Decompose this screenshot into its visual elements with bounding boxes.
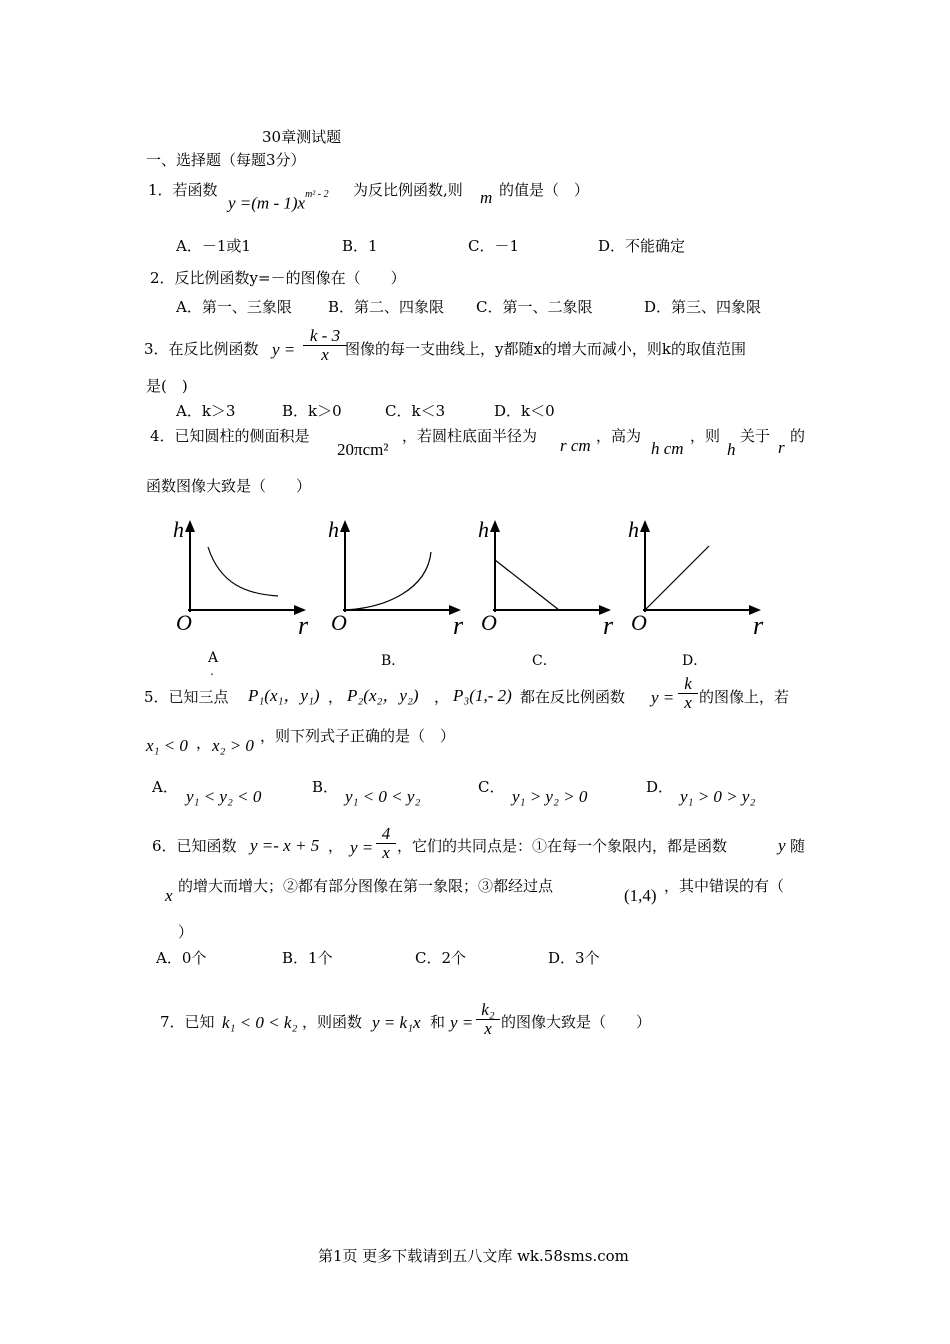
page-title: 30章测试题 — [262, 128, 342, 146]
q2-option-b: B．第二、四象限 — [328, 298, 445, 316]
q6-option-b: B．1个 — [282, 949, 333, 967]
q6-fraction — [376, 825, 396, 862]
q3-option-c: C．k＜3 — [385, 402, 446, 420]
q5-suffix: 的图像上，若 — [699, 688, 790, 706]
graph-d-origin: O — [631, 610, 647, 635]
q1-option-b: B．1 — [342, 237, 378, 255]
graph-a-curve — [208, 547, 278, 596]
q3-numerator: k - 3 — [303, 327, 347, 346]
q5-option-b-label: B． — [312, 778, 339, 796]
q1-suffix: 的值是（ ） — [499, 181, 590, 199]
graph-a-dot: . — [210, 664, 214, 678]
graph-c-x-label: r — [603, 611, 614, 640]
section-heading: 一、选择题（每题3分） — [146, 151, 306, 169]
q6-option-a: A．0个 — [156, 949, 207, 967]
q7-he: 和 — [430, 1013, 446, 1031]
q6-option-d: D．3个 — [548, 949, 600, 967]
q2-option-a: A．第一、三象限 — [176, 298, 292, 316]
q4-h: h — [727, 440, 736, 459]
graph-c — [473, 512, 623, 642]
q4-mid1: ，若圆柱底面半径为 — [402, 427, 538, 445]
q5-lhs: y = — [651, 688, 675, 707]
graph-b-y-label: h — [328, 517, 339, 542]
q3-lhs: y = — [272, 340, 296, 359]
q1-option-c: C．－1 — [468, 237, 520, 255]
q6-line3: ） — [178, 923, 194, 941]
q5-fraction — [678, 675, 698, 712]
q7-cond: k₁ < 0 < k₂ — [222, 1013, 298, 1032]
graph-b-caption: B． — [381, 653, 406, 669]
q6-sep: ， — [328, 837, 344, 855]
q5-option-b: y₁ < 0 < y₂ — [345, 787, 421, 806]
q7-numerator: k₂ — [476, 1001, 500, 1020]
q2-text: 2．反比例函数y=－的图像在（ ） — [150, 269, 406, 287]
q7-f1: y = k₁x — [372, 1013, 421, 1032]
q3-denominator: x — [321, 345, 329, 364]
graph-b — [323, 512, 473, 642]
q3-prefix: 3．在反比例函数 — [144, 340, 259, 358]
q7-prefix: 7．已知 — [160, 1013, 215, 1031]
q6-line2: 的增大而增大；②都有部分图像在第一象限；③都经过点 — [178, 877, 554, 895]
q2-option-d: D．第三、四象限 — [644, 298, 762, 316]
q3-option-b: B．k＞0 — [282, 402, 342, 420]
q5-option-c-label: C． — [478, 778, 505, 796]
q5-denominator: x — [684, 693, 692, 712]
q1-exponent: m² - 2 — [305, 189, 329, 200]
q1-formula: $y =(m - 1)x^{m^2 - 2}$ — [228, 189, 329, 213]
q6-prefix: 6．已知函数 — [152, 837, 237, 855]
q5-sep1: ， — [328, 688, 344, 706]
graph-b-y-arrow — [340, 520, 350, 532]
q5-option-a: y₁ < y₂ < 0 — [186, 787, 262, 806]
graph-c-line — [495, 560, 559, 610]
q5-cond2: x₂ > 0 — [212, 736, 254, 755]
graph-d-line — [645, 546, 709, 610]
q4-height: h cm — [651, 439, 684, 458]
graph-d-caption: D． — [682, 653, 708, 669]
graph-b-curve — [345, 552, 431, 610]
q6-x: x — [165, 886, 173, 905]
q7-denominator: x — [484, 1019, 492, 1038]
q7-lhs: y = — [450, 1013, 474, 1032]
q6-option-c: C．2个 — [415, 949, 467, 967]
q6-numerator: 4 — [376, 825, 396, 844]
graph-d-y-arrow — [640, 520, 650, 532]
q6-denominator: x — [382, 843, 390, 862]
q3-fraction — [303, 327, 347, 364]
q5-option-d: y₁ > 0 > y₂ — [680, 787, 756, 806]
q5-prefix: 5．已知三点 — [144, 688, 229, 706]
q3-option-a: A．k＞3 — [176, 402, 236, 420]
q5-p3: P₃(1,- 2) — [453, 686, 512, 705]
q6-point: (1,4) — [624, 886, 657, 905]
q6-suffix: ，它们的共同点是：①在每一个象限内，都是函数 — [397, 837, 728, 855]
q1-option-a: A．－1或1 — [176, 237, 251, 255]
q5-p2: P₂(x₂，y₂) — [347, 686, 419, 705]
q4-prefix: 4．已知圆柱的侧面积是 — [150, 427, 310, 445]
q3-line2: 是( ) — [146, 377, 188, 395]
q4-mid3: ，则 — [690, 427, 721, 445]
graph-a-y-label: h — [173, 517, 184, 542]
q4-mid4: 关于 — [740, 427, 771, 445]
graph-b-x-label: r — [453, 611, 464, 640]
graph-b-origin: O — [331, 610, 347, 635]
graph-a-x-label: r — [298, 611, 309, 640]
q7-mid: ，则函数 — [302, 1013, 363, 1031]
graph-c-origin: O — [481, 610, 497, 635]
q6-line2b: ，其中错误的有（ — [664, 877, 785, 895]
q1-var: m — [480, 188, 493, 207]
graph-d-y-label: h — [628, 517, 639, 542]
q5-option-a-label: A． — [152, 778, 178, 796]
q5-line2: ，则下列式子正确的是（ ） — [260, 727, 456, 745]
q6-y: y — [778, 836, 786, 855]
graph-c-y-arrow — [490, 520, 500, 532]
q5-numerator: k — [678, 675, 698, 694]
q4-suffix: 的 — [790, 427, 806, 445]
graph-d — [623, 512, 773, 642]
q4-line2: 函数图像大致是（ ） — [146, 477, 312, 495]
q5-sep2: ， — [434, 688, 450, 706]
graph-a-origin: O — [176, 610, 192, 635]
q6-f1: y =- x + 5 — [250, 836, 320, 855]
q3-option-d: D．k＜0 — [494, 402, 555, 420]
q1-prefix: 1．若函数 — [148, 181, 218, 199]
q5-option-d-label: D． — [646, 778, 674, 796]
page-footer: 第1页 更多下载请到五八文库 wk.58sms.com — [318, 1247, 629, 1265]
q6-lhs: y = — [350, 838, 374, 857]
graph-a-y-arrow — [185, 520, 195, 532]
q7-suffix: 的图像大致是（ ） — [501, 1013, 652, 1031]
q5-cond1: x₁ < 0 — [146, 736, 188, 755]
graph-c-caption: C． — [532, 653, 557, 669]
q4-r: r — [778, 438, 785, 457]
q7-fraction — [476, 1001, 500, 1038]
q6-sui: 随 — [790, 837, 806, 855]
q4-radius: r cm — [560, 436, 591, 455]
q2-option-c: C．第一、二象限 — [476, 298, 593, 316]
q1-mid: 为反比例函数,则 — [353, 181, 463, 199]
q4-mid2: ，高为 — [596, 427, 642, 445]
q5-sep3: ， — [196, 734, 212, 752]
graph-a-caption: A — [208, 650, 219, 666]
graph-d-x-label: r — [753, 611, 764, 640]
q5-option-c: y₁ > y₂ > 0 — [512, 787, 588, 806]
graph-c-y-label: h — [478, 517, 489, 542]
graph-a — [168, 512, 318, 642]
q5-p1: P₁(x₁，y₁) — [248, 686, 320, 705]
q3-suffix: 图像的每一支曲线上，y都随x的增大而减小，则k的取值范围 — [345, 340, 747, 358]
q5-mid: 都在反比例函数 — [520, 688, 626, 706]
q1-option-d: D．不能确定 — [598, 237, 686, 255]
q4-area: 20πcm² — [337, 440, 389, 459]
